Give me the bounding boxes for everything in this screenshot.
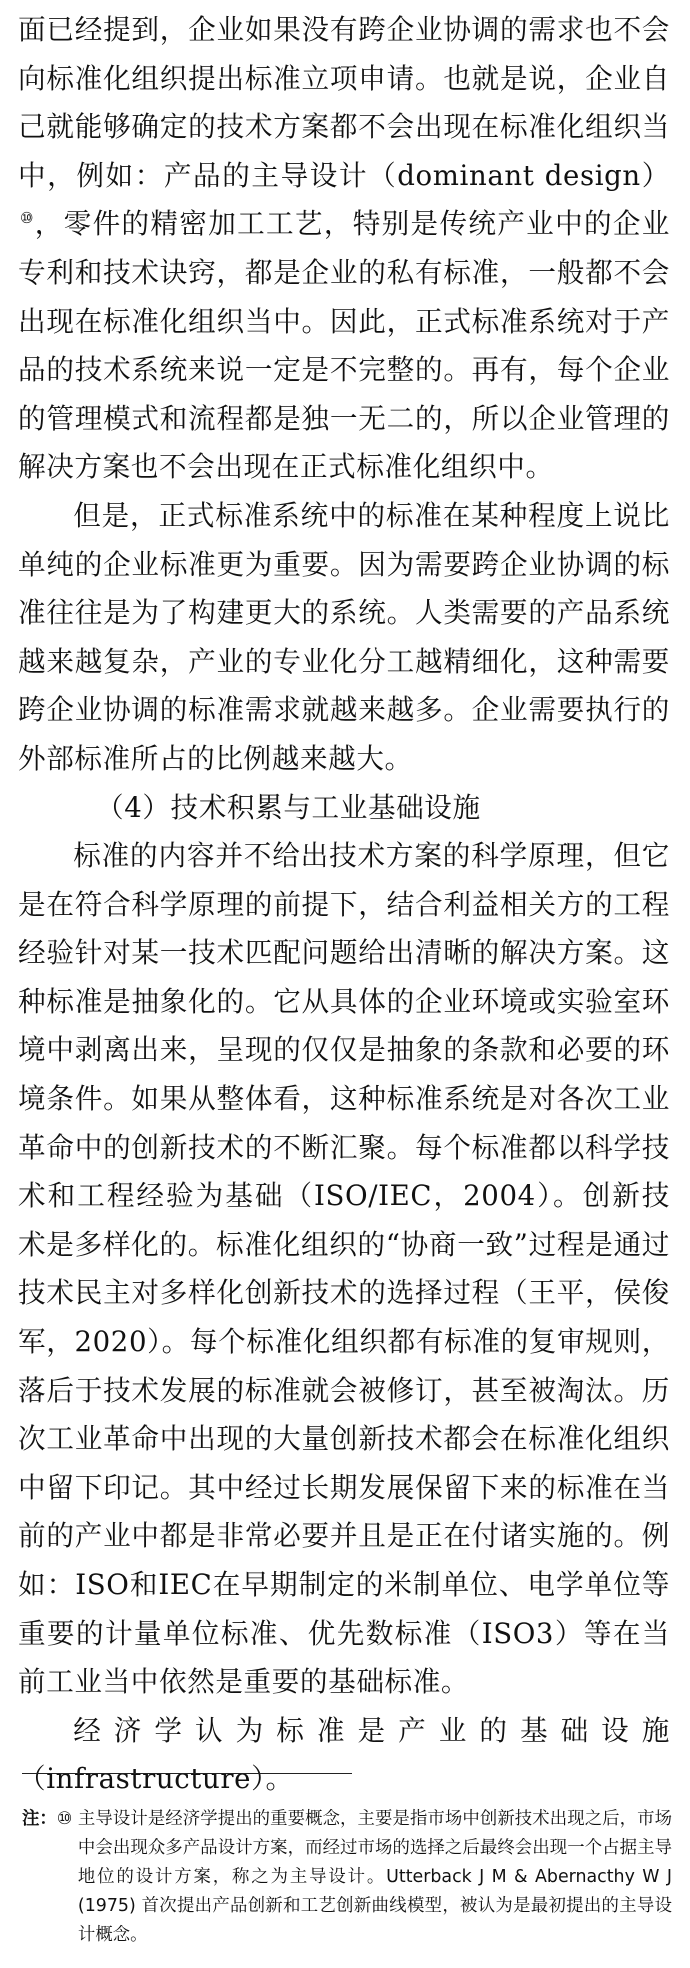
footnote-divider — [22, 1773, 352, 1774]
paragraph-4: 经济学认为标准是产业的基础设施（infrastructure）。 — [18, 1713, 670, 1796]
section-heading-4: （4）技术积累与工业基础设施 — [96, 790, 481, 824]
paragraph-1-text: 面已经提到，企业如果没有跨企业协调的需求也不会向标准化组织提出标准立项申请。也就是说，企业自己就能够确定的技术方案都不会出现在标准化组织当中，例如：产品的主导设计（dominant design） — [18, 13, 670, 192]
footnote-row — [22, 1805, 672, 1950]
footnote-label: 注： — [22, 1809, 57, 1829]
footnote — [22, 1805, 672, 1950]
footnote-reference-10[interactable]: ⑩ — [20, 209, 35, 228]
footnote-head — [22, 1805, 78, 1950]
footnote-text: 主导设计是经济学提出的重要概念，主要是指市场中创新技术出现之后，市场中会出现众多产品设计方案，而经过市场的选择之后最终会出现一个占据主导地位的设计方案，称之为主导设计。Utterback J M & Abernacthy W J (1975) 首次提出产品创新和工艺创新曲线模型，被认为是最初提出的主导设计概念。 — [77, 1809, 672, 1945]
paragraph-3: 标准的内容并不给出技术方案的科学原理，但它是在符合科学原理的前提下，结合利益相关方的工程经验针对某一技术匹配问题给出清晰的解决方案。这种标准是抽象化的。它从具体的企业环境或实验室环境中剥离出来，呈现的仅仅是抽象的条款和必要的环境条件。如果从整体看，这种标准系统是对各次工业革命中的创新技术的不断汇聚。每个标准都以科学技术和工程经验为基础（ISO/IEC，2004）。创新技术是多样化的。标准化组织的“协商一致”过程是通过技术民主对多样化创新技术的选择过程（王平，侯俊军，2020）。每个标准化组织都有标准的复审规则，落后于技术发展的标准就会被修订，甚至被淘汰。历次工业革命中出现的大量创新技术都会在标准化组织中留下印记。其中经过长期发展保留下来的标准在当前的产业中都是非常必要并且是正在付诸实施的。例如：ISO和IEC在早期制定的米制单位、电学单位等重要的计量单位标准、优先数标准（ISO3）等在当前工业当中依然是重要的基础标准。 — [18, 839, 670, 1699]
paragraph-2: 但是，正式标准系统中的标准在某种程度上说比单纯的企业标准更为重要。因为需要跨企业协调的标准往往是为了构建更大的系统。人类需要的产品系统越来越复杂，产业的专业化分工越精细化，这种需要跨企业协调的标准需求就越来越多。企业需要执行的外部标准所占的比例越来越大。 — [18, 498, 670, 775]
paragraph-1 — [18, 6, 670, 492]
paragraph-1-tail: ，零件的精密加工工艺，特别是传统产业中的企业专利和技术诀窍，都是企业的私有标准，一般都不会出现在标准化组织当中。因此，正式标准系统对于产品的技术系统来说一定是不完整的。再有，每个企业的管理模式和流程都是独一无二的，所以企业管理的解决方案也不会出现在正式标准化组织中。 — [18, 207, 670, 484]
footnote-mark: ⑩ — [56, 1809, 73, 1829]
